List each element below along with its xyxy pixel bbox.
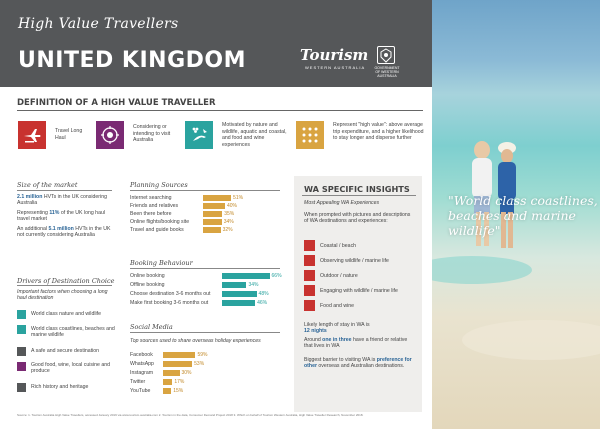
social-bar <box>163 370 180 376</box>
social-label: Instagram <box>130 370 154 376</box>
dolphin-icon <box>17 310 26 319</box>
driver-item-5: Rich history and heritage <box>31 384 89 390</box>
tourism-wa-logo: Tourism <box>300 46 369 64</box>
planning-label: Travel and guide books <box>130 227 184 233</box>
divider <box>17 285 112 286</box>
booking-bar <box>222 282 246 288</box>
paw-icon <box>304 285 315 296</box>
insights-subtitle: Most Appealing WA Experiences <box>304 200 380 206</box>
insight-item-1: Coastal / beach <box>320 243 357 249</box>
divider <box>130 332 280 333</box>
definition-title: DEFINITION OF A HIGH VALUE TRAVELLER <box>17 98 216 108</box>
dolphin-icon <box>304 255 315 266</box>
social-value: 53% <box>194 361 205 367</box>
social-bar <box>163 379 172 385</box>
insight-item-5: Food and wine <box>320 303 355 309</box>
header-subtitle: High Value Travellers <box>18 16 179 32</box>
social-value: 59% <box>197 352 208 358</box>
booking-value: 66% <box>271 273 282 279</box>
insight-stay: Likely length of stay in WA is 12 nights <box>304 322 370 335</box>
government-logo-text: GOVERNMENT OF WESTERN AUSTRALIA <box>374 66 400 78</box>
planning-value: 34% <box>223 219 234 225</box>
wave-icon <box>304 240 315 251</box>
divider <box>130 268 280 269</box>
airplane-icon <box>18 121 46 149</box>
booking-value: 46% <box>257 300 268 306</box>
dolphin-grapes-icon <box>185 121 213 149</box>
booking-value: 34% <box>248 282 259 288</box>
social-label: Twitter <box>130 379 146 385</box>
divider <box>130 190 280 191</box>
driver-item-1: World class nature and wildlife <box>31 311 101 317</box>
booking-value: 48% <box>258 291 269 297</box>
driver-item-2: World class coastlines, beaches and marine wildlife <box>31 326 115 339</box>
market-stat-2: Representing 11% of the UK long haul travel market <box>17 210 105 223</box>
social-bar <box>163 361 192 367</box>
social-value: 15% <box>173 388 184 394</box>
planning-value: 35% <box>224 211 235 217</box>
wave-icon <box>17 325 26 334</box>
dots-grid-icon <box>296 121 324 149</box>
definition-text-1: Travel Long Haul <box>55 128 83 141</box>
booking-label: Online booking <box>130 273 165 279</box>
booking-bar <box>222 300 255 306</box>
planning-label: Friends and relatives <box>130 203 179 209</box>
definition-text-2: Considering or intending to visit Australia <box>133 124 171 143</box>
outdoor-icon <box>304 270 315 281</box>
insight-item-4: Engaging with wildlife / marine life <box>320 288 398 294</box>
divider <box>17 110 423 111</box>
insight-item-2: Observing wildlife / marine life <box>320 258 389 264</box>
insights-title: WA SPECIFIC INSIGHTS <box>304 184 410 194</box>
divider <box>302 195 416 196</box>
wine-icon <box>17 362 26 371</box>
planning-label: Been there before <box>130 211 172 217</box>
social-label: WhatsApp <box>130 361 154 367</box>
market-stat-1: 2.1 million HVTs in the UK considering Australia <box>17 194 107 207</box>
definition-text-3: Motivated by nature and wildlife, aquatic and coastal, and food and wine experiences <box>222 122 287 148</box>
size-of-market-title: Size of the market <box>17 181 78 189</box>
planning-bar <box>203 227 221 233</box>
booking-label: Choose destination 3-6 months out <box>130 291 211 297</box>
insight-item-3: Outdoor / nature <box>320 273 358 279</box>
booking-title: Booking Behaviour <box>130 259 193 267</box>
driver-item-4: Good food, wine, local cuisine and produce <box>31 362 111 375</box>
insight-friend: Around one in three have a friend or relative that lives in WA <box>304 337 408 350</box>
government-crest-icon <box>377 46 395 64</box>
social-label: Facebook <box>130 352 153 358</box>
social-title: Social Media <box>130 323 173 331</box>
booking-label: Make first booking 3-6 months out <box>130 300 209 306</box>
planning-title: Planning Sources <box>130 181 188 189</box>
insights-intro: When prompted with pictures and descriptions of WA destinations and experiences: <box>304 212 411 225</box>
page-title: UNITED KINGDOM <box>18 48 246 73</box>
booking-bar <box>222 273 270 279</box>
divider <box>17 190 112 191</box>
drivers-title: Drivers of Destination Choice <box>17 277 115 285</box>
social-label: YouTube <box>130 388 151 394</box>
social-subtitle: Top sources used to share overseas holiday experiences <box>130 338 261 344</box>
planning-value: 40% <box>227 203 238 209</box>
planning-label: Online flights/booking site <box>130 219 190 225</box>
social-value: 17% <box>174 379 185 385</box>
globe-icon <box>96 121 124 149</box>
planning-bar <box>203 219 222 225</box>
planning-bar <box>203 195 231 201</box>
social-bar <box>163 352 195 358</box>
booking-label: Offline booking <box>130 282 165 288</box>
booking-bar <box>222 291 257 297</box>
planning-value: 32% <box>222 227 233 233</box>
social-bar <box>163 388 171 394</box>
header-banner <box>0 0 432 87</box>
safe-icon <box>17 347 26 356</box>
driver-item-3: A safe and secure destination <box>31 348 100 354</box>
drivers-subtitle: Important factors when choosing a long haul destination <box>17 289 108 302</box>
history-icon <box>17 383 26 392</box>
planning-bar <box>203 211 222 217</box>
planning-label: Internet searching <box>130 195 172 201</box>
market-stat-3: An additional 5.1 million HVTs in the UK not currently considering Australia <box>17 226 111 239</box>
source-footnote: Source: 1. Tourism Australia High Value Travellers, accessed January 2019 via www.tourism.australia.com 2. Tourism in the data, Consumer Demand Project 2018 3. Which on behalf of Tourism Western Australia, High Value Traveller Research, November 2018. <box>17 413 364 417</box>
quote-text: "World class coastlines, beaches and marine wildlife" <box>448 193 598 238</box>
wine-icon <box>304 300 315 311</box>
social-value: 30% <box>181 370 192 376</box>
planning-bar <box>203 203 225 209</box>
definition-text-4: Represent "high value": above average trip expenditure, and a higher likelihood to stay longer and disperse further <box>333 122 424 141</box>
tourism-wa-logo-sub: WESTERN AUSTRALIA <box>305 65 366 70</box>
planning-value: 51% <box>233 195 244 201</box>
insight-barrier: Biggest barrier to visiting WA is preference for other overseas and Australian destinations. <box>304 357 412 370</box>
